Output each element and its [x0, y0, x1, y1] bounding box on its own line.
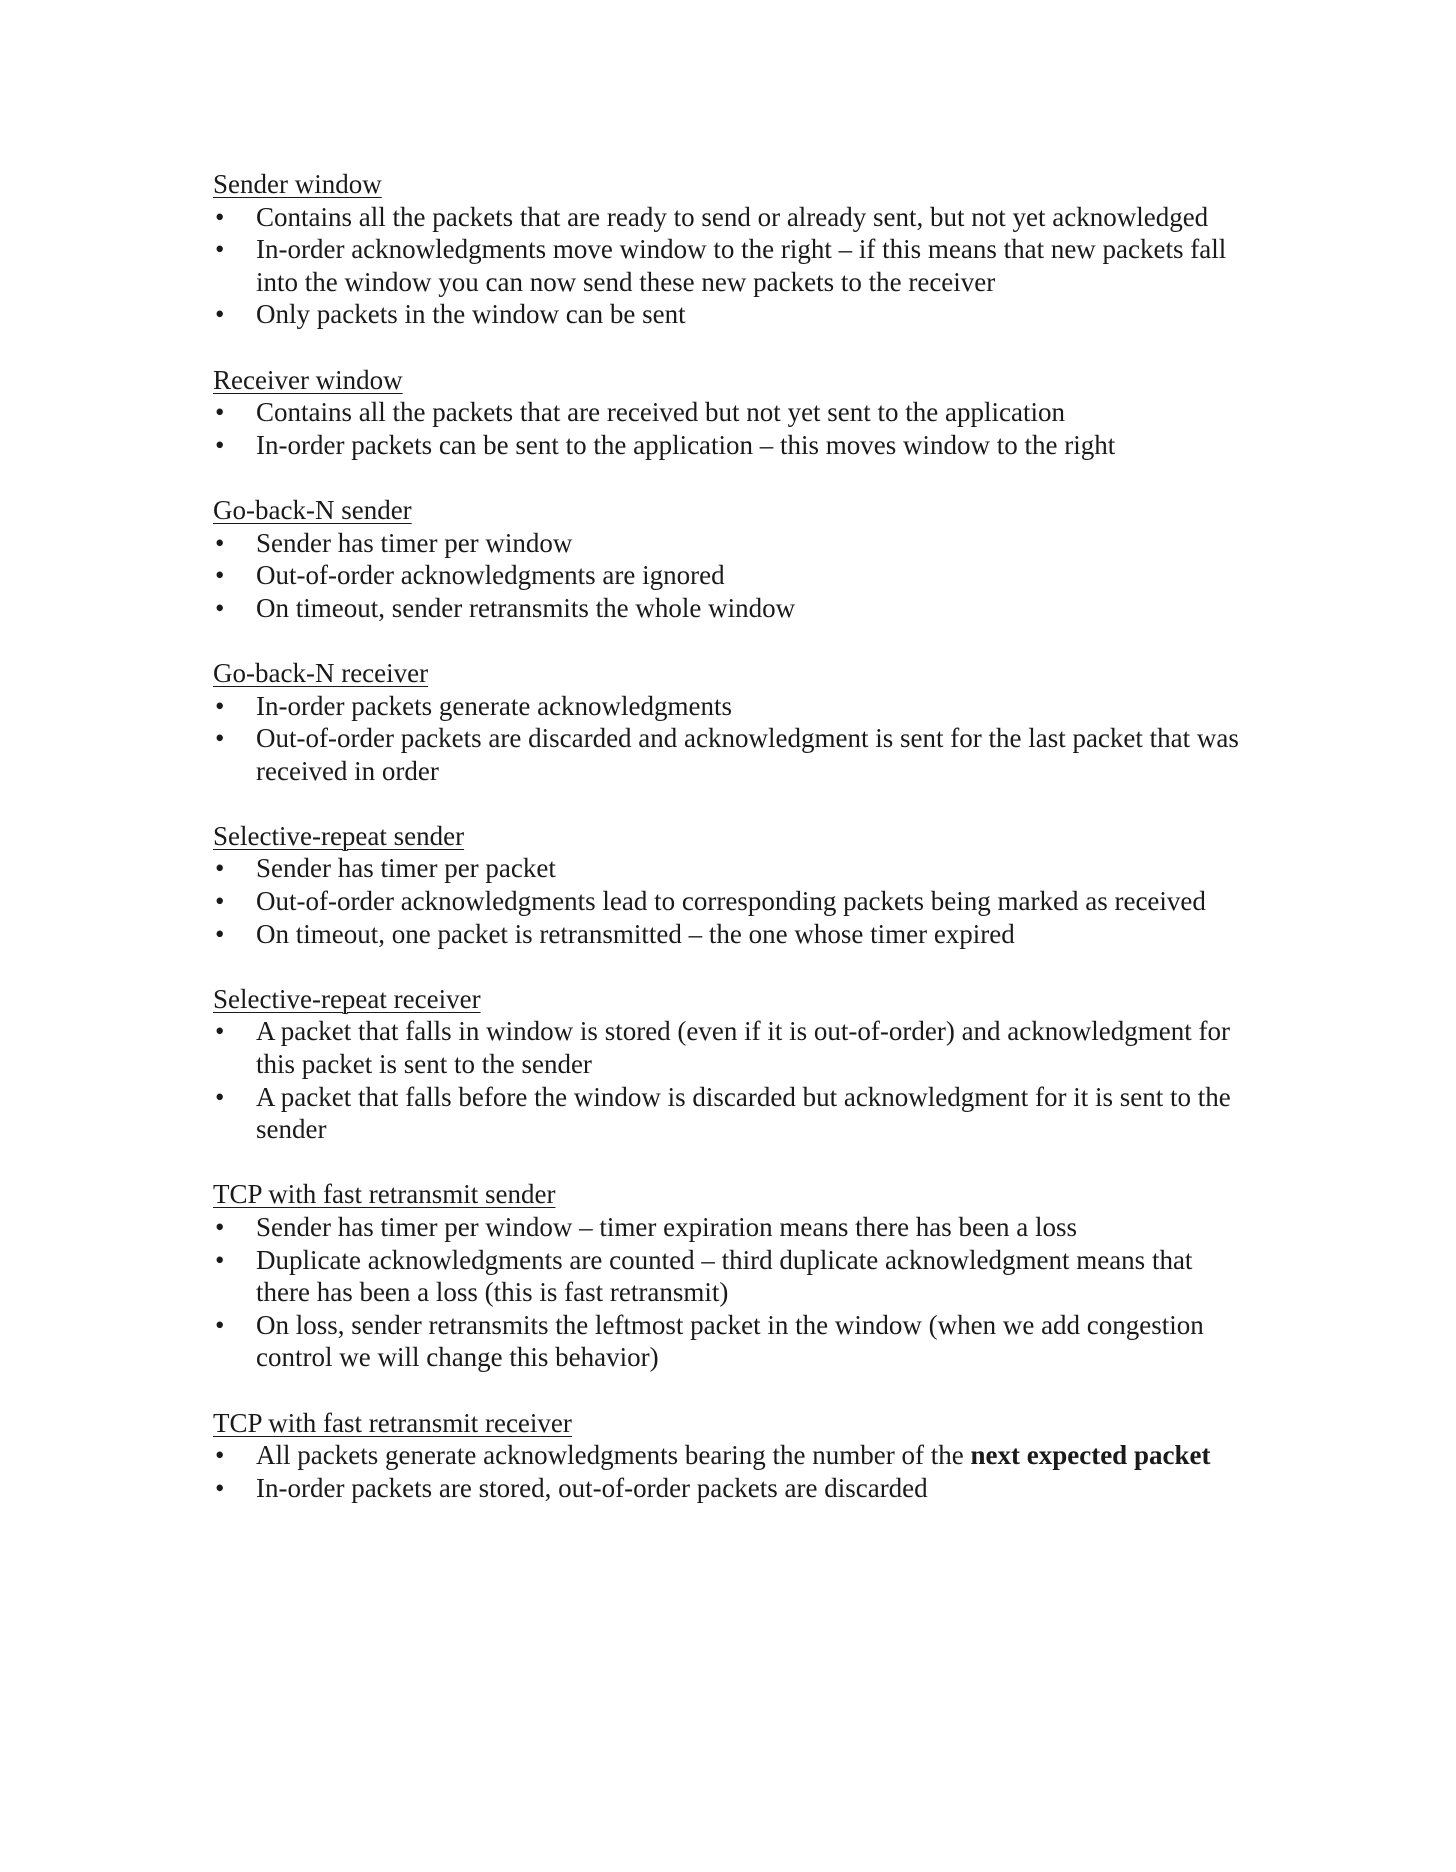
- list-item: [213, 559, 1253, 592]
- bullet-list: [213, 1211, 1253, 1374]
- section-heading: Go-back-N sender: [213, 494, 412, 525]
- section-receiver-window: [213, 364, 1253, 462]
- item-text: Sender has timer per window: [256, 527, 573, 558]
- item-text: On timeout, sender retransmits the whole window: [256, 592, 796, 623]
- bullet-icon: •: [215, 886, 225, 917]
- bullet-icon: •: [215, 1212, 225, 1242]
- bullet-icon: •: [215, 397, 225, 428]
- list-item: [213, 722, 1253, 787]
- bullet-list: [213, 1439, 1253, 1504]
- list-item: [213, 918, 1253, 951]
- item-text: Out-of-order acknowledgments lead to corresponding packets being marked as received: [256, 886, 1206, 917]
- bullet-icon: •: [215, 1081, 225, 1112]
- list-item: [213, 396, 1253, 429]
- item-text: Contains all the packets that are ready to send or already sent, but not yet acknowledged: [256, 201, 1209, 232]
- item-text: Out-of-order packets are discarded and acknowledgment is sent for the last packet that was received in order: [256, 723, 1239, 786]
- bullet-icon: •: [215, 853, 225, 884]
- section-heading: TCP with fast retransmit sender: [213, 1179, 556, 1210]
- item-text: A packet that falls in window is stored (even if it is out-of-order) and acknowledgment for this packet is sent to the sender: [256, 1016, 1230, 1080]
- item-text: Out-of-order acknowledgments are ignored: [256, 560, 725, 591]
- section-heading: Sender window: [213, 169, 382, 199]
- list-item: [213, 201, 1253, 234]
- section-heading: Go-back-N receiver: [213, 657, 429, 688]
- item-text: A packet that falls before the window is discarded but acknowledgment for it is sent to the sender: [256, 1081, 1231, 1145]
- list-item: [213, 852, 1253, 885]
- list-item: [213, 885, 1253, 918]
- list-item: [213, 690, 1253, 723]
- section-heading: Selective-repeat sender: [213, 820, 465, 851]
- item-text: In-order packets can be sent to the application – this moves window to the right: [256, 429, 1116, 460]
- bullet-icon: •: [215, 560, 225, 591]
- section-go-back-n-sender: [213, 494, 1253, 624]
- list-item: [213, 1015, 1253, 1080]
- bullet-list: [213, 690, 1253, 788]
- list-item: [213, 1439, 1253, 1472]
- bullet-icon: •: [215, 234, 225, 265]
- list-item: [213, 298, 1253, 331]
- item-text-bold: next expected packet: [970, 1440, 1211, 1471]
- bullet-list: [213, 1015, 1253, 1145]
- bullet-icon: •: [215, 723, 225, 754]
- section-heading: Receiver window: [213, 364, 403, 395]
- item-text: In-order packets generate acknowledgments: [256, 690, 733, 721]
- bullet-icon: •: [215, 299, 225, 330]
- item-text: Only packets in the window can be sent: [256, 299, 686, 330]
- bullet-list: [213, 527, 1253, 625]
- bullet-icon: •: [215, 1016, 225, 1047]
- list-item: [213, 1472, 1253, 1505]
- list-item: [213, 1081, 1253, 1146]
- item-text: On timeout, one packet is retransmitted – the one whose timer expired: [256, 918, 1015, 949]
- bullet-list: [213, 201, 1253, 331]
- bullet-icon: •: [215, 918, 225, 949]
- section-sender-window: [213, 168, 1253, 331]
- list-item: [213, 1244, 1253, 1309]
- bullet-icon: •: [215, 1440, 225, 1471]
- bullet-list: [213, 396, 1253, 461]
- list-item: [213, 1309, 1253, 1374]
- list-item: [213, 233, 1253, 298]
- bullet-icon: •: [215, 690, 225, 721]
- bullet-icon: •: [215, 429, 225, 460]
- list-item: [213, 527, 1253, 560]
- list-item: [213, 592, 1253, 625]
- section-tcp-fast-retransmit-sender: [213, 1178, 1253, 1374]
- item-text: On loss, sender retransmits the leftmost packet in the window (when we add congestion control we will change this behavior): [256, 1309, 1204, 1373]
- section-heading: Selective-repeat receiver: [213, 983, 481, 1014]
- section-tcp-fast-retransmit-receiver: [213, 1407, 1253, 1505]
- bullet-icon: •: [215, 1472, 225, 1503]
- item-text: Duplicate acknowledgments are counted – third duplicate acknowledgment means that there has been a loss (this is fast retransmit): [256, 1244, 1193, 1308]
- item-text: Sender has timer per window – timer expiration means there has been a loss: [256, 1212, 1078, 1242]
- document-page: [213, 168, 1253, 1537]
- item-text: In-order acknowledgments move window to the right – if this means that new packets fall into the window you can now send these new packets to the receiver: [256, 234, 1227, 297]
- bullet-list: [213, 852, 1253, 950]
- section-go-back-n-receiver: [213, 657, 1253, 787]
- bullet-icon: •: [215, 1244, 225, 1275]
- bullet-icon: •: [215, 1309, 225, 1340]
- list-item: [213, 1211, 1253, 1244]
- section-heading: TCP with fast retransmit receiver: [213, 1407, 572, 1438]
- item-text: Sender has timer per packet: [256, 853, 556, 884]
- bullet-icon: •: [215, 527, 225, 558]
- section-selective-repeat-sender: [213, 820, 1253, 950]
- item-text: Contains all the packets that are received but not yet sent to the application: [256, 397, 1065, 428]
- section-selective-repeat-receiver: [213, 983, 1253, 1146]
- bullet-icon: •: [215, 592, 225, 623]
- item-text: In-order packets are stored, out-of-order packets are discarded: [256, 1472, 928, 1503]
- item-text: All packets generate acknowledgments bearing the number of the: [256, 1440, 971, 1471]
- list-item: [213, 429, 1253, 462]
- bullet-icon: •: [215, 201, 225, 232]
